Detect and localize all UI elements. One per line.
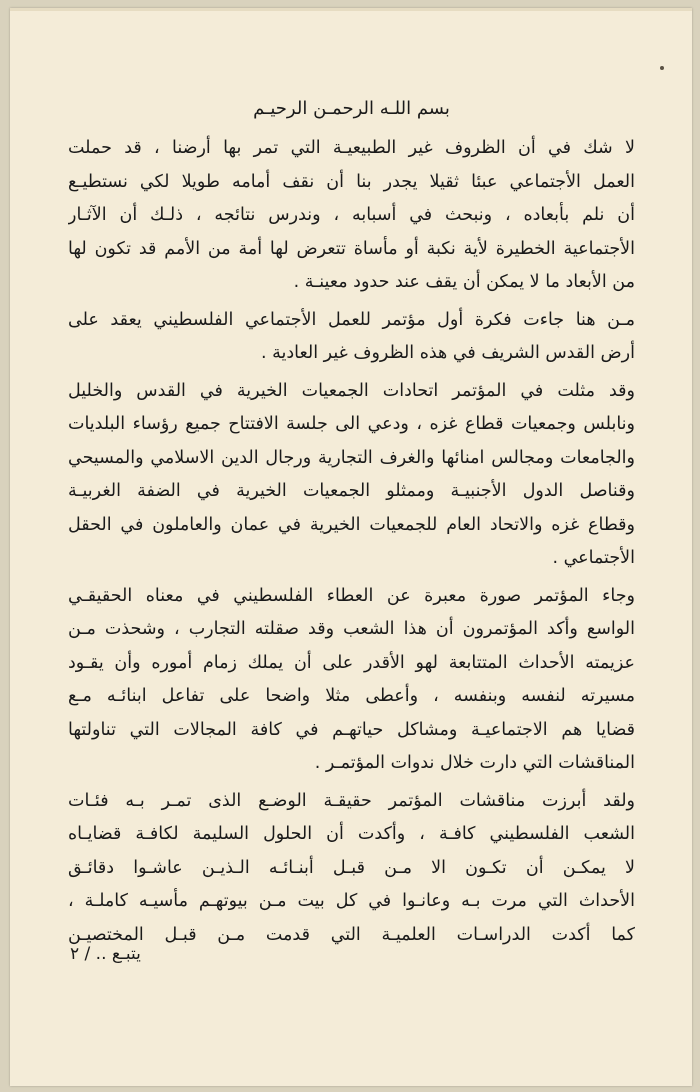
text-line: الشعب الفلسطيني كافـة ، وأكدت أن الحلول السليمة لكافـة قضايـاه xyxy=(68,824,635,844)
text-line: الأحداث التي مرت بـه وعانـوا في كل بيت مـن بيوتهـم مأسيـه كاملـة ، xyxy=(68,891,635,911)
paragraph-5 xyxy=(68,785,635,953)
text-line: وقناصل الدول الأجنبيـة وممثلو الجمعيات الخيرية في الضفة الغربيـة xyxy=(68,481,635,501)
text-line: وقطاع غزه والاتحاد العام للجمعيات الخيرية في عمان والعاملون في الحقل xyxy=(68,514,635,535)
text-line: كما أكدت الدراسـات العلميـة التي قدمت مـن قبـل المختصيـن xyxy=(68,924,635,945)
text-line: لا يمكـن أن تكـون الا مـن قبـل أبنـائـه الـذيـن عاشـوا دقائـق xyxy=(68,857,635,878)
text-line: المناقشات التي دارت خلال ندوات المؤتمـر . xyxy=(314,753,635,773)
text-line: أرض القدس الشريف في هذه الظروف غير العادية . xyxy=(260,343,635,363)
text-line: ونابلس وجمعيات قطاع غزه ، ودعي الى جلسة الافتتاح جميع رؤساء البلديات xyxy=(68,414,635,434)
text-line: العمل الأجتماعي عبئا ثقيلا يجدر بنا أن نقف أمامه طويلا لكي نستطيـع xyxy=(68,171,635,192)
text-line: وقد مثلت في المؤتمر اتحادات الجمعيات الخيرية في القدس والخليل xyxy=(68,380,635,401)
text-line: ولقد أبرزت مناقشات المؤتمر حقيقـة الوضـع الذى تمـر بـه فئـات xyxy=(68,790,635,811)
text-line: مسيرته لنفسه وبنفسه ، وأعطى مثلا واضحا على تفاعل ابنائـه مـع xyxy=(68,686,635,706)
text-line: والجامعات ومجالس امنائها والغرف التجارية ورجال الدين الاسلامي والمسيحي xyxy=(68,447,635,468)
paper-edge xyxy=(10,8,692,11)
text-line: عزيمته الأحداث المتتابعة لهو الأقدر على أن يملك زمام أموره وأن يقـود xyxy=(68,652,635,673)
text-line: الواسع وأكد المؤتمرون أن هذا الشعب وقد صقلته التجارب ، وشحذت مـن xyxy=(68,619,635,639)
text-line: مـن هنا جاءت فكرة أول مؤتمر للعمل الأجتماعي الفلسطيني يعقد على xyxy=(68,309,635,330)
text-line: قضايا هم الاجتماعيـة ومشاكل حياتهـم في كافة المجالات التي تناولتها xyxy=(68,719,635,740)
text-line: وجاء المؤتمر صورة معبرة عن العطاء الفلسطيني في معناه الحقيقـي xyxy=(68,585,635,606)
text-line: الأجتماعي . xyxy=(552,548,635,568)
paragraph-1 xyxy=(68,132,635,300)
paragraph-4 xyxy=(68,580,635,781)
basmala-heading: بسم اللـه الرحمـن الرحيـم xyxy=(253,98,450,119)
text-line: الأجتماعية الخطيرة لأية نكبة أو مأساة تتعرض لها أمة من الأمم قد تكون لها xyxy=(68,238,635,259)
document-page xyxy=(10,8,692,1086)
text-line: من الأبعاد ما لا يمكن أن يقف عند حدود معينـة . xyxy=(293,272,635,292)
continued-marker: يتبـع .. / ٢ xyxy=(70,944,141,964)
paragraph-2 xyxy=(68,304,635,371)
paragraph-3 xyxy=(68,375,635,576)
text-line: أن نلم بأبعاده ، ونبحث في أسبابه ، وندرس نتائجه ، ذلـك أن الآثـار xyxy=(68,205,635,225)
letter-body xyxy=(68,94,635,956)
paper-mark xyxy=(660,66,664,70)
text-line: لا شك في أن الظروف غير الطبيعيـة التي تمر بها أرضنا ، قد حملت xyxy=(68,138,635,158)
